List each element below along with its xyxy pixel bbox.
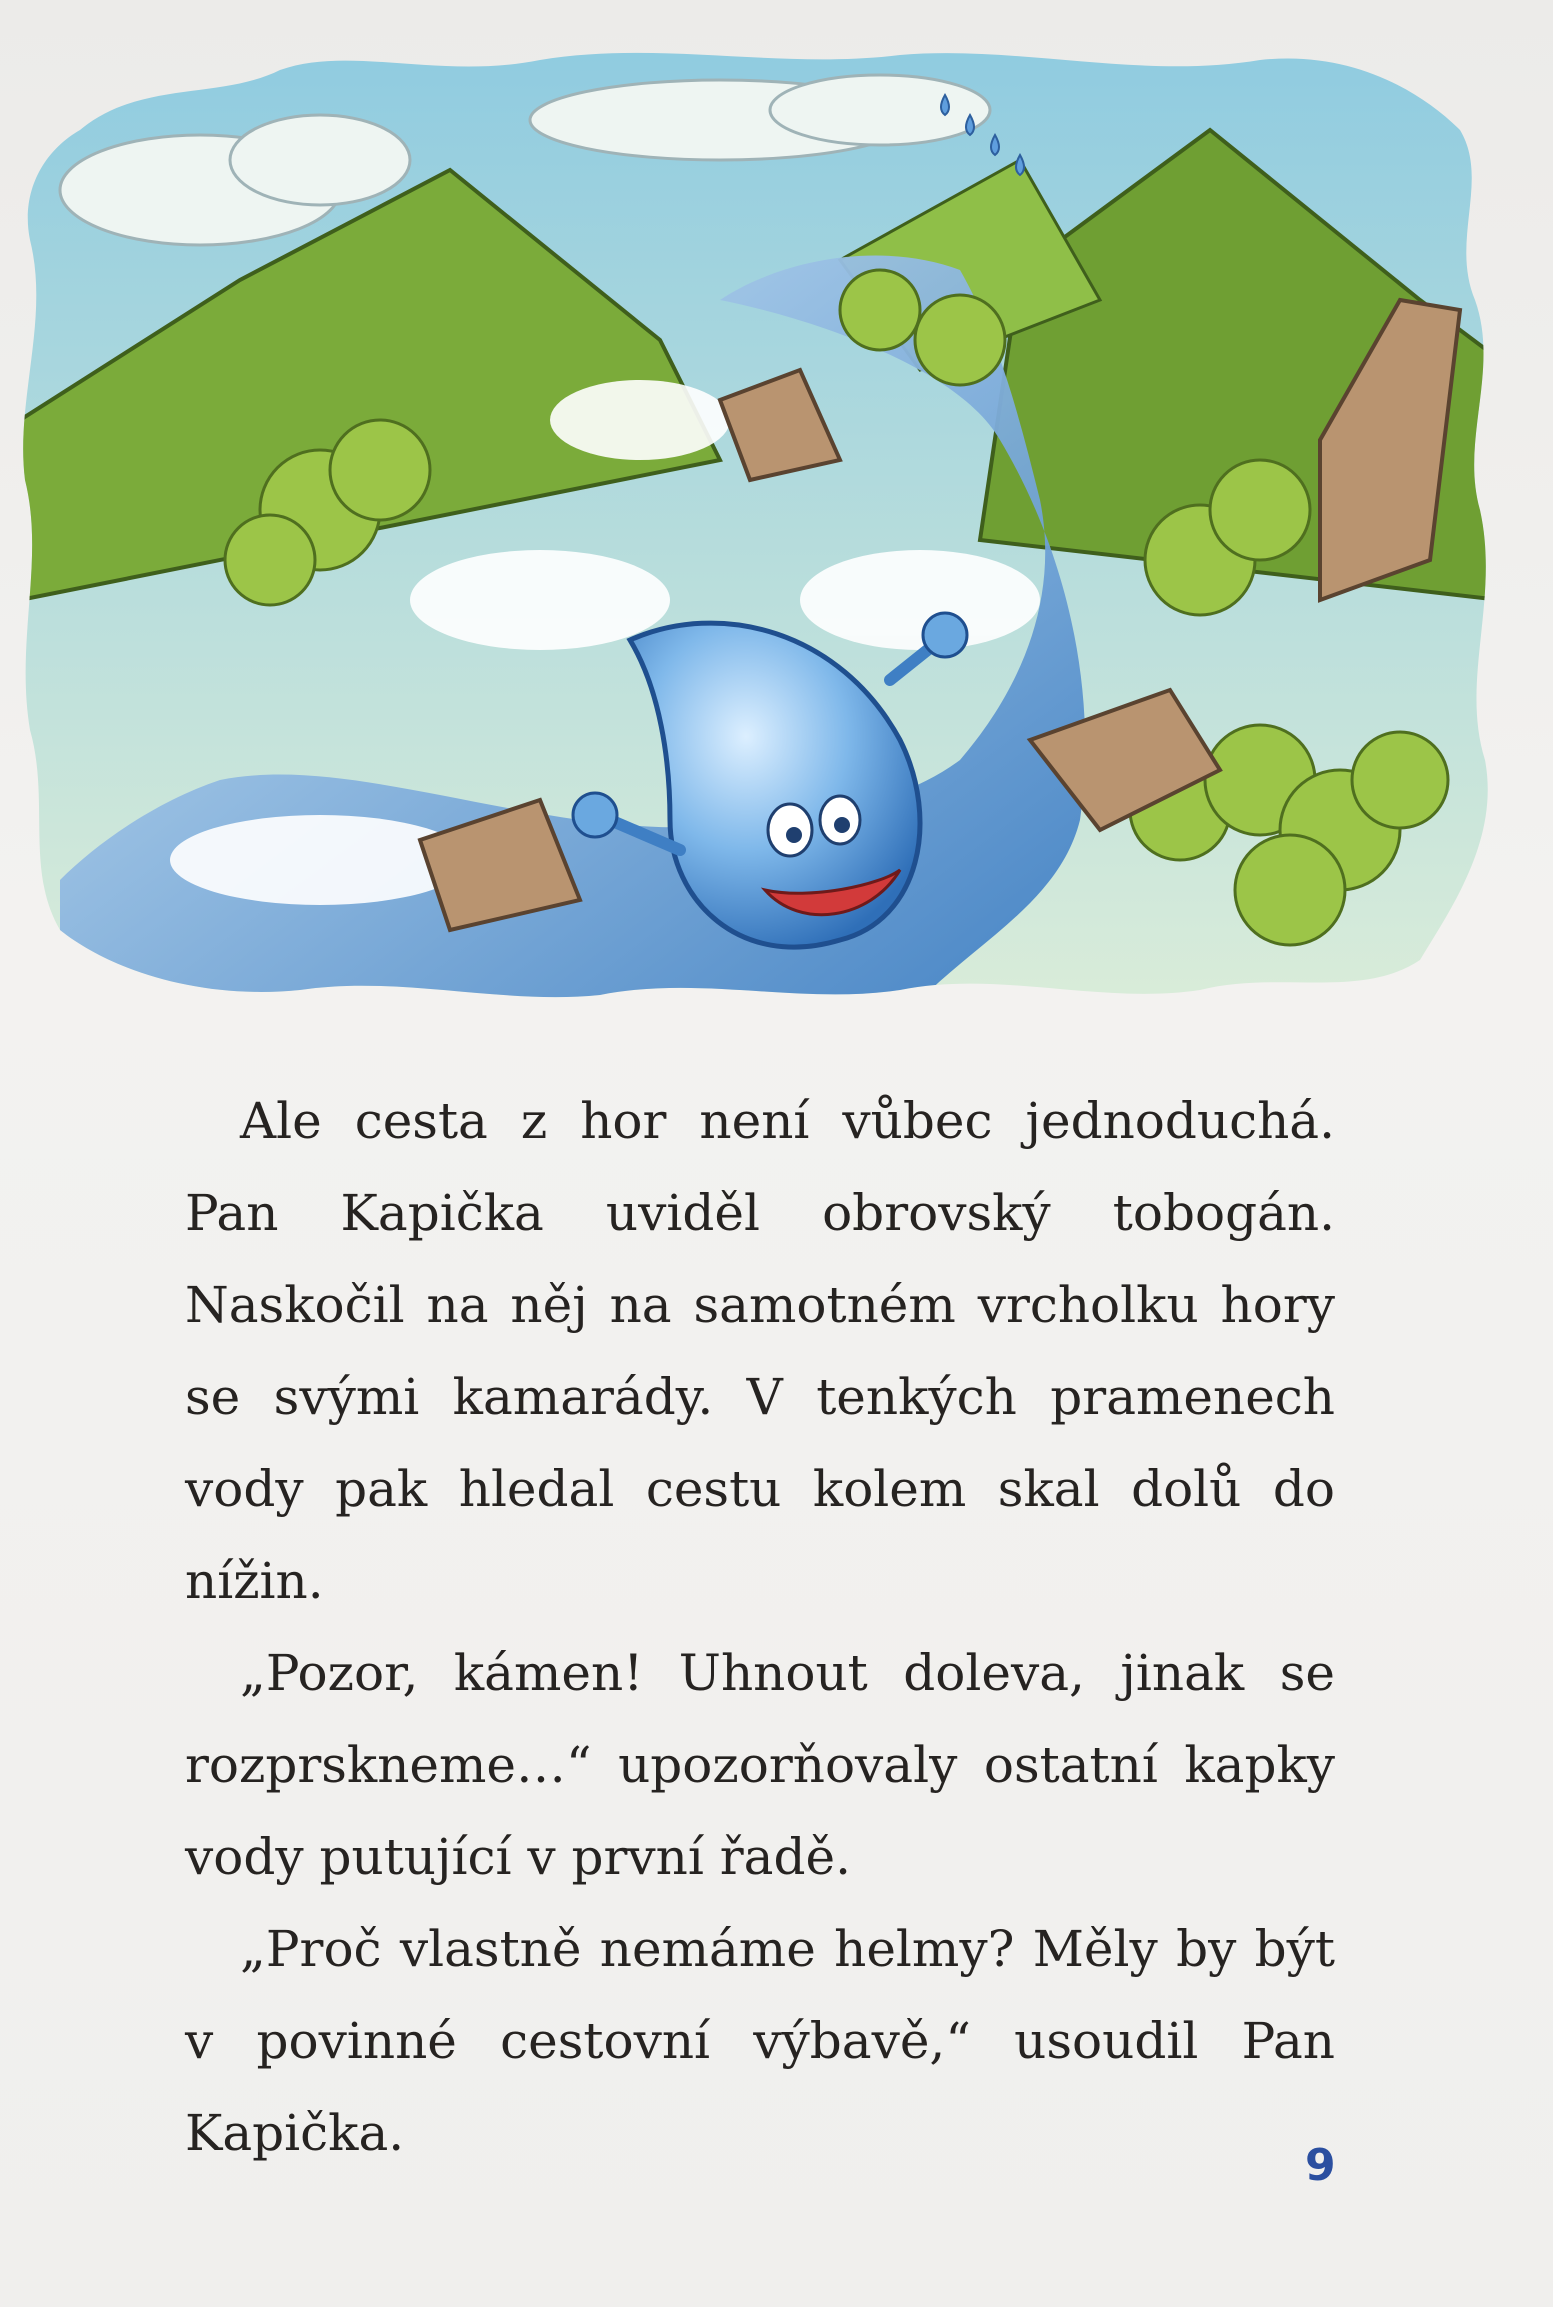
paragraph-1: Ale cesta z hor není vůbec jednoduchá. Pan Kapička uviděl obrovský tobogán. Naskočil na něj na samotném vrcholku hory se svými kamarády. V tenkých pramenech vody pak hledal cestu kolem skal dolů do nížin. <box>185 1092 1335 1610</box>
story-text <box>185 1075 1335 2179</box>
page-number: 9 <box>1305 2140 1336 2191</box>
waterfall-illustration <box>20 40 1500 1000</box>
paragraph-2: „Pozor, kámen! Uhnout doleva, jinak se rozprskneme…“ upozorňovaly ostatní kapky vody putující v první řadě. <box>185 1644 1335 1886</box>
story-illustration <box>20 40 1500 1000</box>
paragraph-3: „Proč vlastně nemáme helmy? Měly by být v povinné cestovní výbavě,“ usoudil Pan Kapička. <box>185 1920 1335 2162</box>
